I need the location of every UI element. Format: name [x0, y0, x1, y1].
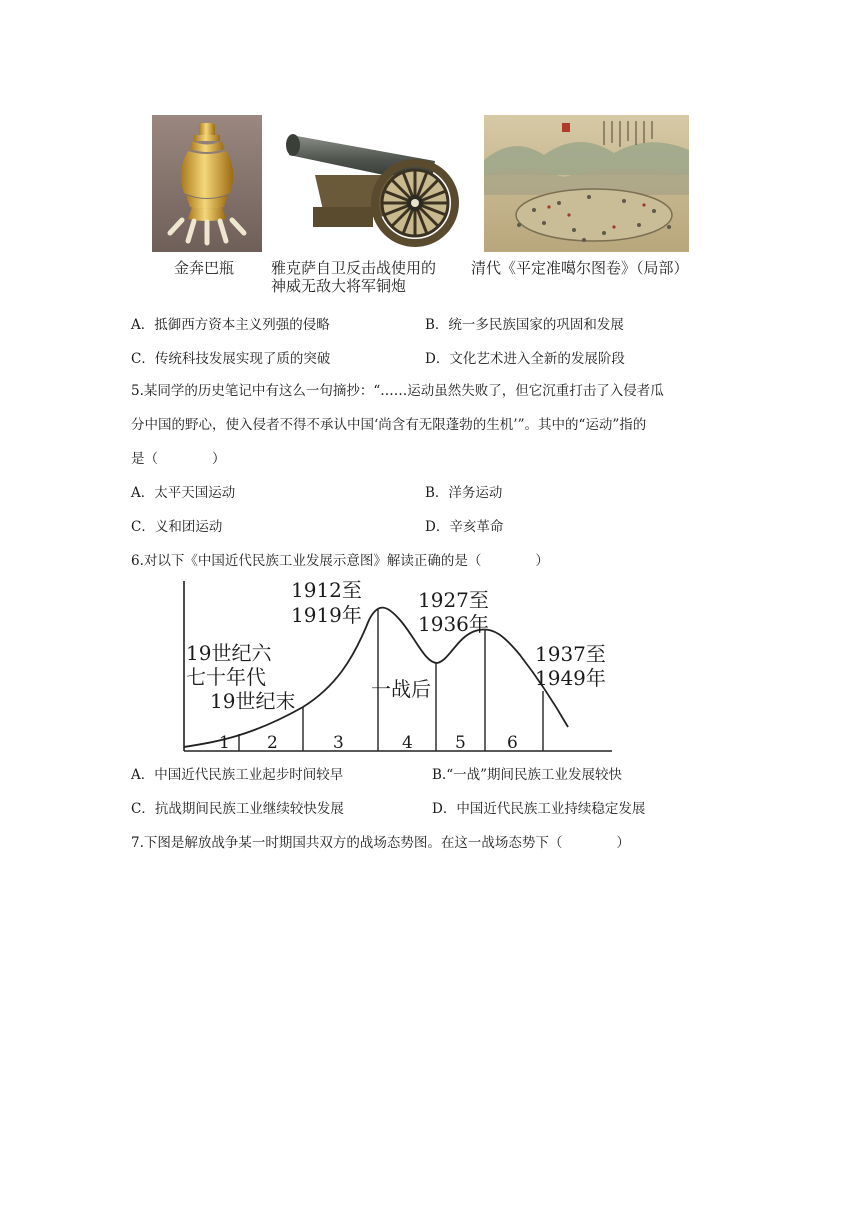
q5-stem-line1: 5.某同学的历史笔记中有这么一句摘抄：“……运动虽然失败了，但它沉重打击了入侵者瓜 — [131, 383, 664, 399]
annotation-1937-line1: 1937至 — [535, 642, 606, 666]
annotation-1860s-line1: 19世纪六 — [186, 641, 272, 665]
industry-development-chart — [175, 575, 620, 755]
annotation-1927-line2: 1936年 — [418, 612, 489, 636]
segment-label-5: 5 — [455, 733, 466, 753]
annotation-1860s-line2: 七十年代 — [186, 665, 266, 689]
golden-vase-image — [152, 115, 262, 252]
golden-vase-icon — [152, 115, 262, 252]
segment-label-1: 1 — [219, 733, 230, 753]
qing-scroll-image — [484, 115, 689, 252]
q4-option-b[interactable]: B．统一多民族国家的巩固和发展 — [425, 317, 624, 333]
q5-option-b[interactable]: B．洋务运动 — [425, 485, 503, 501]
q4-option-a[interactable]: A．抵御西方资本主义列强的侵略 — [131, 317, 330, 333]
annotation-1937-line2: 1949年 — [535, 666, 606, 690]
q6-stem: 6.对以下《中国近代民族工业发展示意图》解读正确的是（ ） — [131, 553, 549, 569]
q5-option-c[interactable]: C．义和团运动 — [131, 519, 223, 535]
q4-option-d[interactable]: D．文化艺术进入全新的发展阶段 — [425, 351, 625, 367]
bronze-cannon-image — [285, 115, 461, 252]
qing-scroll-painting-icon — [484, 115, 689, 252]
q6-option-a[interactable]: A．中国近代民族工业起步时间较早 — [131, 767, 344, 783]
segment-label-2: 2 — [267, 733, 278, 753]
annotation-1912-line1: 1912至 — [291, 578, 362, 602]
q6-option-b[interactable]: B.“一战”期间民族工业发展较快 — [432, 767, 623, 783]
q5-option-a[interactable]: A．太平天国运动 — [131, 485, 236, 501]
caption-golden-vase: 金奔巴瓶 — [174, 259, 235, 277]
q7-stem: 7.下图是解放战争某一时期国共双方的战场态势图。在这一战场态势下（ ） — [131, 835, 630, 851]
caption-cannon-line2: 神威无敌大将军铜炮 — [271, 277, 407, 295]
q5-stem-line2: 分中国的野心，使入侵者不得不承认中国‘尚含有无限蓬勃的生机’”。其中的“运动”指的 — [131, 417, 647, 433]
annotation-late-19th: 19世纪末 — [210, 689, 296, 713]
annotation-post-ww1: 一战后 — [371, 677, 431, 701]
q4-option-c[interactable]: C．传统科技发展实现了质的突破 — [131, 351, 331, 367]
annotation-1912-line2: 1919年 — [291, 603, 362, 627]
caption-cannon-line1: 雅克萨自卫反击战使用的 — [271, 259, 437, 277]
q6-option-c[interactable]: C．抗战期间民族工业继续较快发展 — [131, 801, 344, 817]
q6-option-d[interactable]: D．中国近代民族工业持续稳定发展 — [432, 801, 646, 817]
segment-label-3: 3 — [333, 733, 344, 753]
bronze-cannon-icon — [285, 115, 461, 252]
q5-option-d[interactable]: D．辛亥革命 — [425, 519, 504, 535]
segment-label-4: 4 — [402, 733, 413, 753]
q5-stem-line3: 是（ ） — [131, 451, 226, 467]
caption-scroll: 清代《平定准噶尔图卷》（局部） — [471, 259, 689, 277]
annotation-1927-line1: 1927至 — [418, 588, 489, 612]
segment-label-6: 6 — [507, 733, 518, 753]
